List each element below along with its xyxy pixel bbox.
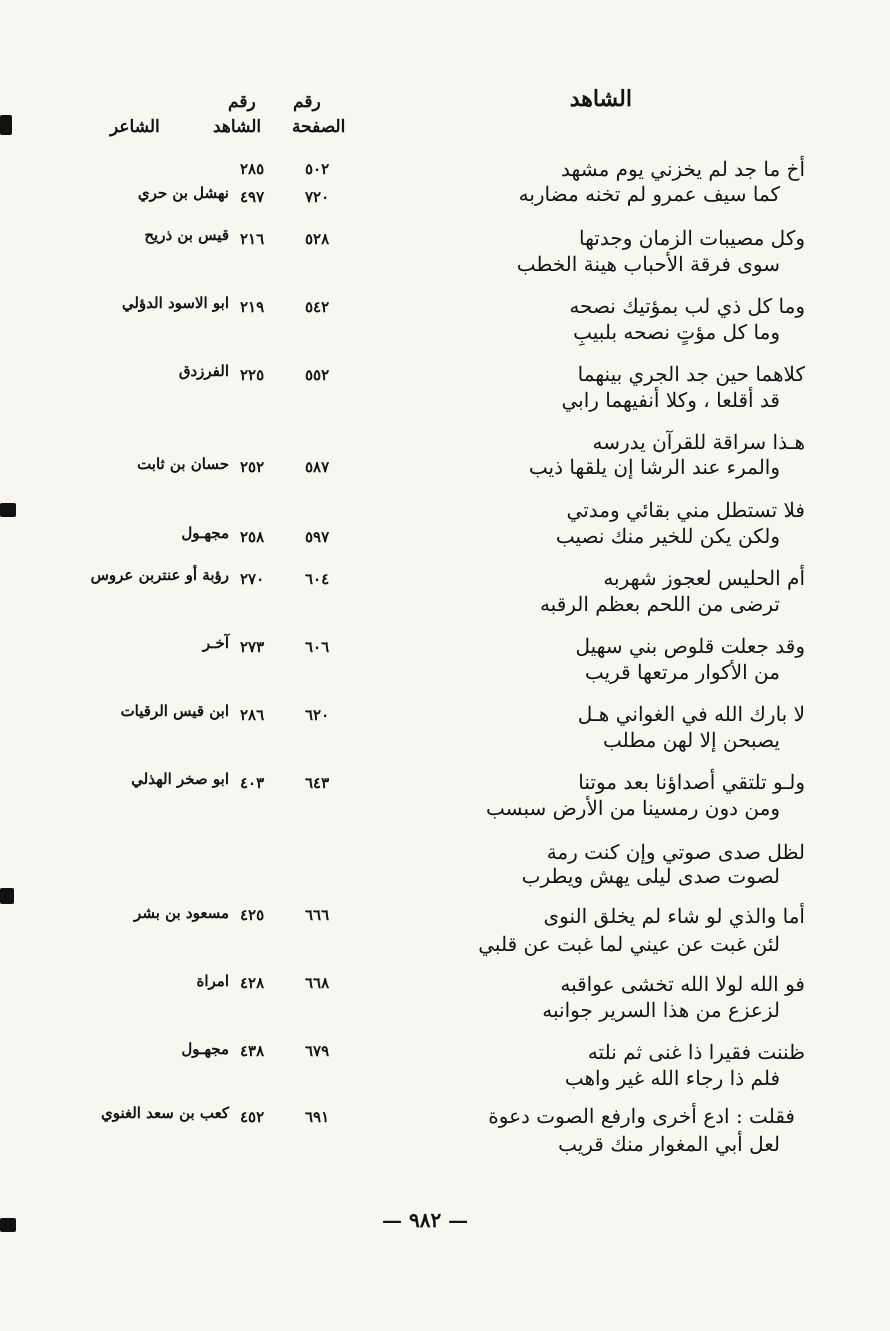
witness-number: ٢٧٠ — [240, 570, 265, 588]
witness-number: ٤٩٧ — [240, 188, 265, 206]
page-number: ٦٢٠ — [305, 706, 330, 724]
verse-line-2: يصبحن إلا لهن مطلب — [602, 728, 780, 752]
verse-line-2: لئن غبت عن عيني لما غبت عن قلبي — [478, 932, 780, 956]
verse-line-2: كما سيف عمرو لم تخنه مضاربه — [518, 182, 780, 206]
verse-line-1: وما كل ذي لب بمؤتيك نصحه — [569, 294, 805, 318]
poet-name: الفرزدق — [178, 362, 229, 380]
verse-line-1: ظننت فقيرا ذا غنى ثم نلته — [587, 1040, 805, 1064]
verse-line-1: وقد جعلت قلوص بني سهيل — [575, 634, 805, 658]
verse-line-1: هـذا سراقة للقرآن يدرسه — [592, 430, 805, 454]
page-number: ٧٢٠ — [305, 188, 330, 206]
verse-line-2: سوى فرقة الأحباب هينة الخطب — [516, 252, 780, 276]
witness-number: ٤٢٥ — [240, 906, 265, 924]
verse-line-1: فلا تستطل مني بقائي ومدتي — [566, 498, 805, 522]
witness-number: ٢٨٦ — [240, 706, 265, 724]
witness-number: ٤٢٨ — [240, 974, 265, 992]
header-witness: الشاهد — [569, 86, 632, 112]
margin-mark — [0, 888, 14, 904]
poet-name: امراة — [196, 972, 229, 990]
verse-line-1: أخ ما جد لم يخزني يوم مشهد — [561, 157, 805, 181]
page-number: ٦٦٨ — [305, 974, 330, 992]
page-number: ٥٢٨ — [305, 230, 330, 248]
verse-line-2: قد أقلعا ، وكلا أنفيهما رابي — [561, 388, 780, 412]
witness-number: ٢٥٨ — [240, 528, 265, 546]
verse-line-2: وما كل مؤتٍ نصحه بلبيبِ — [573, 320, 780, 344]
page-number: ٦٠٤ — [305, 570, 330, 588]
page-number-footer: — ٩٨٢ — — [382, 1208, 469, 1232]
page-number: ٥٤٢ — [305, 298, 330, 316]
margin-mark — [0, 1218, 16, 1232]
witness-number: ٢١٩ — [240, 298, 265, 316]
verse-line-2: لعل أبي المغوار منك قريب — [558, 1132, 780, 1156]
witness-number: ٢١٦ — [240, 230, 265, 248]
verse-line-1: ولـو تلتقي أصداؤنا بعد موتنا — [578, 770, 805, 794]
poet-name: آخـر — [202, 634, 229, 652]
verse-line-1: أم الحليس لعجوز شهربه — [603, 566, 805, 590]
poet-name: مجهـول — [181, 1040, 229, 1058]
page-number: ٦٦٦ — [305, 906, 330, 924]
verse-line-2: ترضى من اللحم بعظم الرقبه — [539, 592, 780, 616]
verse-line-2: لصوت صدى ليلى يهش ويطرب — [521, 864, 780, 888]
poet-name: ابو صخر الهذلي — [131, 770, 229, 788]
poet-name: كعب بن سعد الغنوي — [100, 1104, 229, 1122]
verse-line-2: ومن دون رمسينا من الأرض سبسب — [485, 796, 780, 820]
verse-line-1: لظل صدى صوتي وإن كنت رمة — [546, 840, 805, 864]
poet-name: ابو الاسود الدؤلي — [121, 294, 229, 312]
verse-line-2: لزعزع من هذا السرير جوانبه — [542, 998, 780, 1022]
witness-number: ٢٢٥ — [240, 366, 265, 384]
witness-number: ٤٠٣ — [240, 774, 265, 792]
header-witness-num-top: رقم — [228, 92, 256, 112]
verse-line-2: والمرء عند الرشا إن يلقها ذيب — [528, 455, 780, 479]
poet-name: رؤبة أو عنتربن عروس — [90, 566, 229, 584]
poet-name: مسعود بن بشر — [134, 904, 229, 922]
header-poet: الشاعر — [110, 117, 160, 137]
header-page-num-top: رقم — [293, 92, 321, 112]
verse-line-1: أما والذي لو شاء لم يخلق النوى — [543, 904, 805, 928]
poet-name: نهشل بن حري — [137, 184, 229, 202]
page-number: ٦٧٩ — [305, 1042, 330, 1060]
verse-line-1: فقلت : ادع أخرى وارفع الصوت دعوة — [488, 1104, 795, 1128]
poet-name: قيس بن ذريح — [144, 226, 229, 244]
page-number: ٥٥٢ — [305, 366, 330, 384]
verse-line-2: فلم ذا رجاء الله غير واهب — [564, 1066, 780, 1090]
page-number: ٦٩١ — [305, 1108, 330, 1126]
witness-number: ٤٥٢ — [240, 1108, 265, 1126]
poet-name: مجهـول — [181, 524, 229, 542]
header-witness-num-bottom: الشاهد — [213, 117, 262, 137]
poet-name: ابن قيس الرقيات — [120, 702, 229, 720]
verse-line-1: فو الله لولا الله تخشى عواقبه — [560, 972, 805, 996]
verse-line-2: ولكن يكن للخير منك نصيب — [555, 524, 780, 548]
header-page-num-bottom: الصفحة — [292, 117, 346, 137]
page-number: ٦٤٣ — [305, 774, 330, 792]
verse-line-2: من الأكوار مرتعها قريب — [584, 660, 780, 684]
margin-mark — [0, 115, 12, 135]
witness-number-top: ٢٨٥ — [240, 160, 265, 178]
page-number-top: ٥٠٢ — [305, 160, 330, 178]
verse-line-1: لا بارك الله في الغواني هـل — [577, 702, 805, 726]
witness-number: ٢٥٢ — [240, 458, 265, 476]
poet-name: حسان بن ثابت — [137, 455, 229, 473]
witness-number: ٤٣٨ — [240, 1042, 265, 1060]
witness-number: ٢٧٣ — [240, 638, 265, 656]
verse-line-1: كلاهما حين جد الجري بينهما — [577, 362, 805, 386]
margin-mark — [0, 503, 16, 517]
page-number: ٥٨٧ — [305, 458, 330, 476]
page-number: ٥٩٧ — [305, 528, 330, 546]
page-number: ٦٠٦ — [305, 638, 330, 656]
verse-line-1: وكل مصيبات الزمان وجدتها — [578, 226, 805, 250]
